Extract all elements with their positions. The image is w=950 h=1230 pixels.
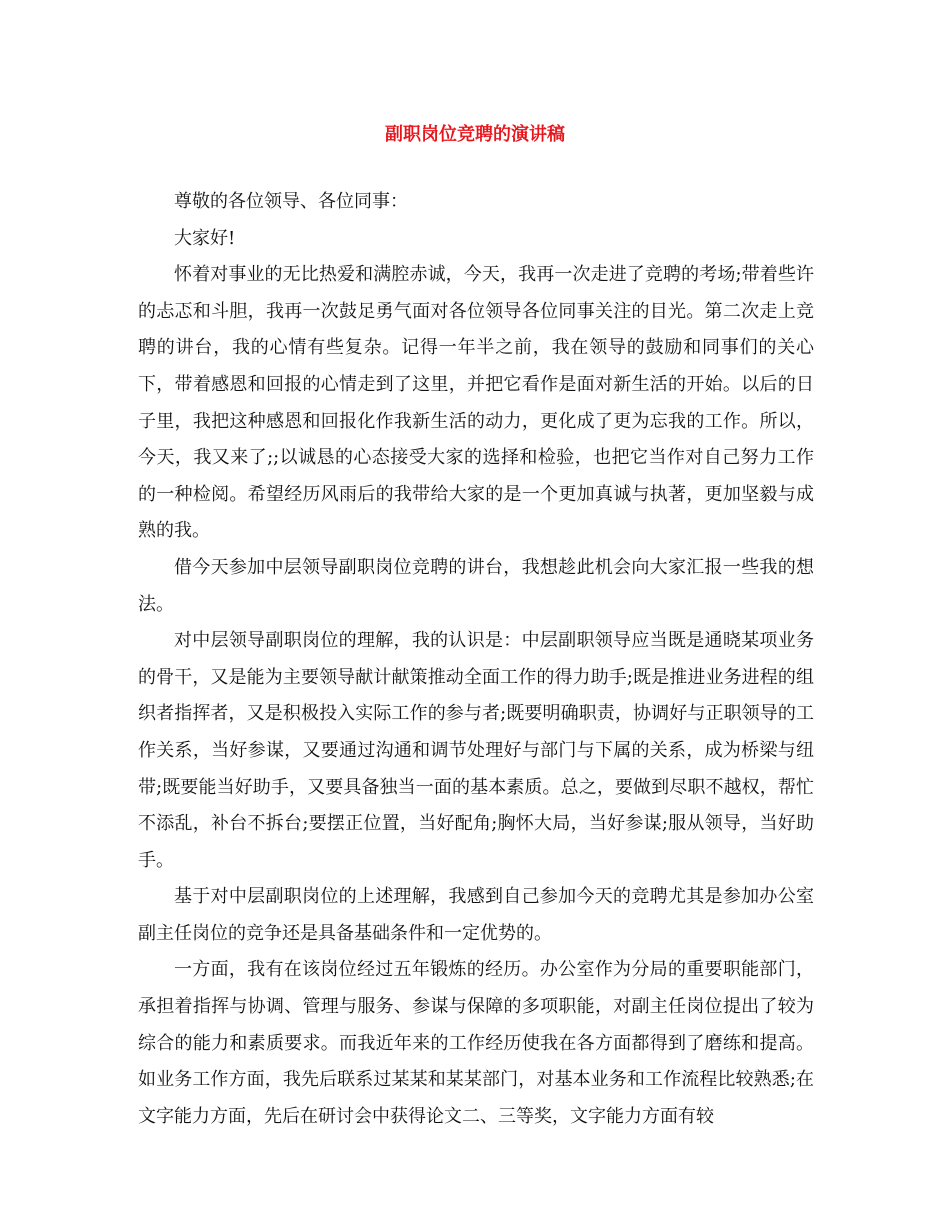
salutation-paragraph: 尊敬的各位领导、各位同事： — [174, 191, 408, 212]
body-paragraph: 基于对中层副职岗位的上述理解，我感到自己参加今天的竞聘尤其是参加办公室副主任岗位的竞争还是具备基础条件和一定优势的。 — [138, 886, 814, 944]
body-paragraph: 对中层领导副职岗位的理解，我的认识是：中层副职领导应当既是通晓某项业务的骨干，又是能为主要领导献计献策推动全面工作的得力助手;既是推进业务进程的组织者指挥者，又是积极投入实际工作的参与者;既要明确职责，协调好与正职领导的工作关系，当好参谋，又要通过沟通和调节处理好与部门与下属的关系，成为桥梁与纽带;既要能当好助手，又要具备独当一面的基本素质。总之，要做到尽职不越权，帮忙不添乱，补台不拆台;要摆正位置，当好配角;胸怀大局，当好参谋;服从领导，当好助手。 — [138, 630, 814, 871]
greeting-paragraph: 大家好! — [174, 227, 236, 249]
document-body — [138, 184, 814, 1135]
body-paragraph: 借今天参加中层领导副职岗位竞聘的讲台，我想趁此机会向大家汇报一些我的想法。 — [138, 556, 814, 615]
body-paragraph: 怀着对事业的无比热爱和满腔赤诚，今天，我再一次走进了竞聘的考场;带着些许的忐忑和斗胆，我再一次鼓足勇气面对各位领导各位同事关注的目光。第二次走上竞聘的讲台，我的心情有些复杂。记得一年半之前，我在领导的鼓励和同事们的关心下，带着感恩和回报的心情走到了这里，并把它看作是面对新生活的开始。以后的日子里，我把这种感恩和回报化作我新生活的动力，更化成了更为忘我的工作。所以，今天，我又来了;;以诚恳的心态接受大家的选择和检验，也把它当作对自己努力工作的一种检阅。希望经历风雨后的我带给大家的是一个更加真诚与执著，更加坚毅与成熟的我。 — [138, 264, 814, 542]
body-paragraph: 一方面，我有在该岗位经过五年锻炼的经历。办公室作为分局的重要职能部门，承担着指挥与协调、管理与服务、参谋与保障的多项职能，对副主任岗位提出了较为综合的能力和素质要求。而我近年来的工作经历使我在各方面都得到了磨练和提高。如业务工作方面，我先后联系过某某和某某部门，对基本业务和工作流程比较熟悉;在文字能力方面，先后在研讨会中获得论文二、三等奖，文字能力方面有较 — [138, 959, 814, 1127]
document-title: 副职岗位竞聘的演讲稿 — [385, 124, 565, 145]
